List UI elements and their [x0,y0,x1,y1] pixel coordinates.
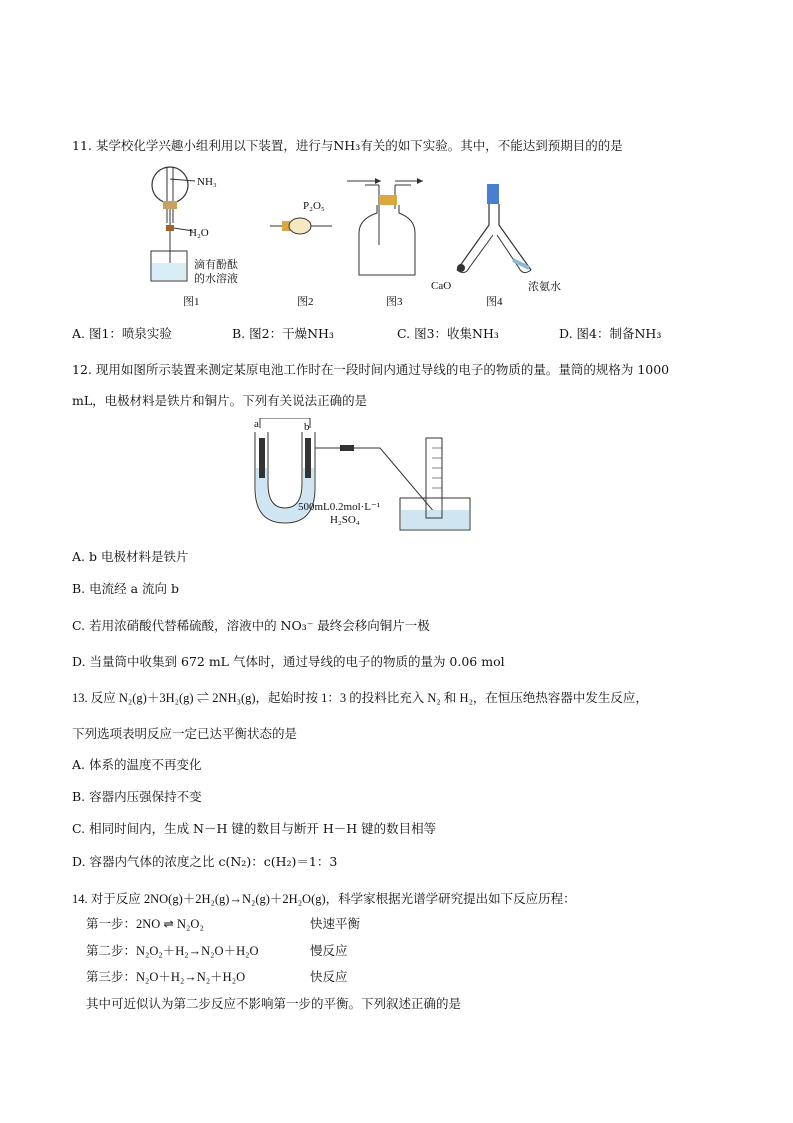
q11-option-a[interactable]: A. 图1：喷泉实验 [72,326,172,341]
q13-stem-line-2: 下列选项表明反应一定已达平衡状态的是 [72,726,298,741]
q14-step-2-equation: 第二步：N₂O₂＋H₂→N₂O＋H₂O [86,944,259,958]
figure-2-caption: 图2 [297,296,314,308]
q14-step-2-rate: 慢反应 [310,943,348,958]
electrode-b-label: b [304,421,310,433]
fig1-solution-label-1: 滴有酚酞 [194,259,238,271]
q11-option-d[interactable]: D. 图4：制备NH₃ [559,326,662,341]
fig1-nh3-label: NH₃ [197,176,217,188]
q14-step-1-equation: 第一步：2NO ⇌ N₂O₂ [86,917,204,931]
electrode-a-label: a [254,418,259,430]
q12-option-d[interactable]: D. 当量筒中收集到 672 mL 气体时，通过导线的电子的物质的量为 0.06 mol [72,654,505,669]
q13-stem-line-1: 13. 反应 N₂(g)＋3H₂(g) ⇌ 2NH₃(g)，起始时按 1：3 的投料比充入 N₂ 和 H₂，在恒压绝热容器中发生反应， [72,691,648,705]
q12-option-a[interactable]: A. b 电极材料是铁片 [72,549,189,564]
q11-stem: 11. 某学校化学兴趣小组利用以下装置，进行与NH₃有关的如下实验。其中，不能达到预期目的的是 [72,138,623,153]
fig1-solution-label-2: 的水溶液 [194,273,238,285]
q12-solution-label-1: 500mL0.2mol·L⁻¹ [298,501,381,513]
q12-option-b[interactable]: B. 电流经 a 流向 b [72,581,180,596]
q12-stem-line-1: 12. 现用如图所示装置来测定某原电池工作时在一段时间内通过导线的电子的物质的量。量筒的规格为 1000 [72,362,670,377]
figure-q12-galvanic-cell [250,418,480,538]
q12-solution-label-2: H₂SO₄ [330,514,360,526]
q12-option-c[interactable]: C. 若用浓硝酸代替稀硫酸，溶液中的 NO₃⁻ 最终会移向铜片一极 [72,618,430,633]
fig1-h2o-label: H₂O [189,227,209,239]
q13-option-b[interactable]: B. 容器内压强保持不变 [72,789,202,804]
fig2-p2o5-label: P₂O₅ [303,200,325,212]
figure-4-caption: 图4 [486,296,503,308]
figure-3-caption: 图3 [386,296,403,308]
q13-option-d[interactable]: D. 容器内气体的浓度之比 c(N₂)：c(H₂)＝1：3 [72,854,338,869]
q13-option-a[interactable]: A. 体系的温度不再变化 [72,757,202,772]
fig4-cao-label: CaO [431,280,452,292]
q14-step-3-rate: 快反应 [310,969,348,984]
q14-stem: 14. 对于反应 2NO(g)＋2H₂(g)→N₂(g)＋2H₂O(g)，科学家根据光谱学研究提出如下反应历程： [72,892,576,906]
q14-step-1-rate: 快速平衡 [310,916,361,931]
figure-3-collection-bottle [345,175,435,280]
fig4-ammonia-water-label: 浓氨水 [528,281,561,293]
figure-4-y-tube [447,180,547,280]
q12-stem-line-2: mL，电极材料是铁片和铜片。下列有关说法正确的是 [72,393,368,408]
figure-1-caption: 图1 [183,296,200,308]
q13-option-c[interactable]: C. 相同时间内，生成 N－H 键的数目与断开 H－H 键的数目相等 [72,821,437,836]
q11-option-b[interactable]: B. 图2：干燥NH₃ [232,326,334,341]
q14-step-3-equation: 第三步：N₂O＋H₂→N₂＋H₂O [86,970,246,984]
q14-note: 其中可近似认为第二步反应不影响第一步的平衡。下列叙述正确的是 [86,996,462,1011]
q11-option-c[interactable]: C. 图3：收集NH₃ [397,326,499,341]
figure-2-drying-tube [270,210,340,240]
